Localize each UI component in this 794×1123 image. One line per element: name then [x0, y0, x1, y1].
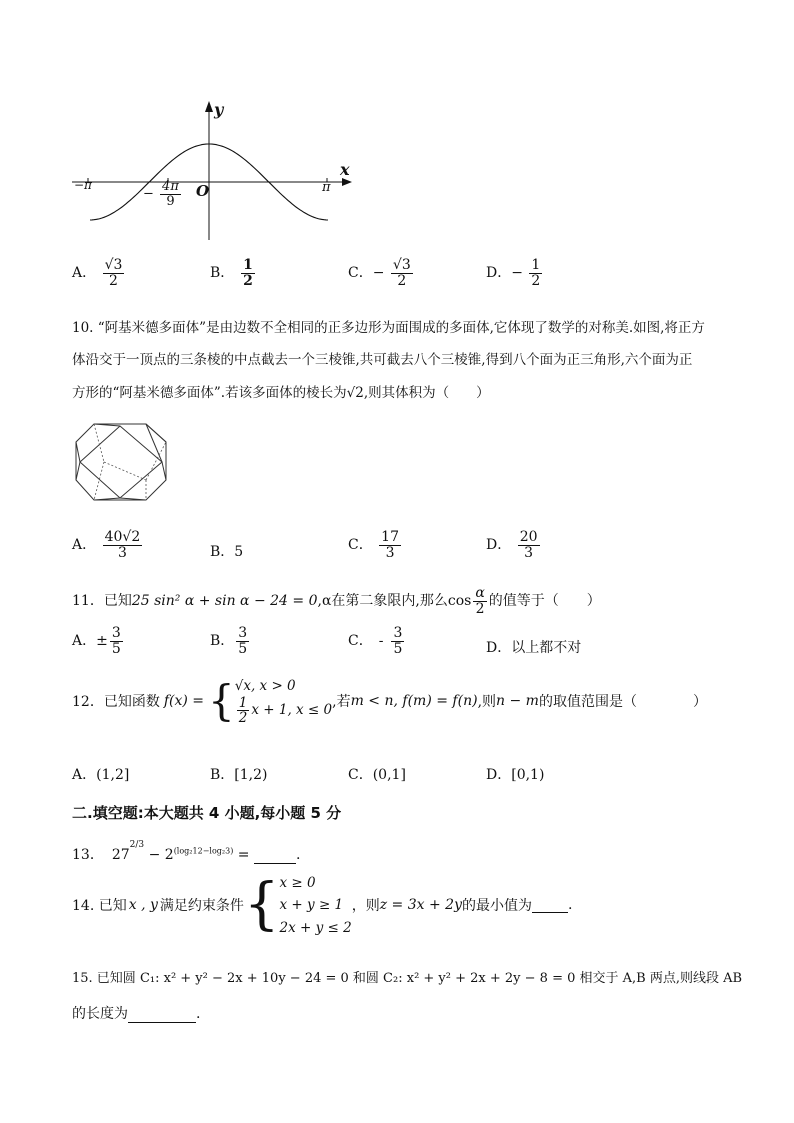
- option-fraction: $\frac{20}{3}$: [519, 529, 538, 561]
- q11-stem: 11．已知25 sin² α + sin α − 24 = 0,α在第二象限内,那么cos $\frac{\alpha}{2}$ 的值等于（ ）: [72, 585, 601, 617]
- q9-option-d[interactable]: D．− $\frac{1}{2}$: [486, 257, 541, 289]
- option-fraction: $\frac{1}{2}$: [531, 257, 541, 289]
- q9-option-a[interactable]: [72, 258, 126, 288]
- option-fraction: $\frac{40√2}{3}$: [104, 529, 141, 561]
- q10-option-b[interactable]: B．5: [210, 544, 244, 560]
- q10-line-1: 10. “阿基米德多面体”是由边数不全相同的正多边形为面围成的多面体,它体现了数学的对称美.如图,将正方: [72, 320, 705, 336]
- origin-label: O: [196, 182, 210, 200]
- option-letter: A．: [72, 265, 97, 282]
- sine-graph: [70, 98, 360, 248]
- option-fraction: $\frac{√3}{2}$: [392, 257, 411, 289]
- option-fraction: $\frac{√3}{2}$: [104, 257, 123, 289]
- section-heading: 二.填空题:本大题共 4 小题,每小题 5 分: [72, 804, 342, 822]
- option-letter: B．: [210, 265, 235, 282]
- y-axis-label: y: [214, 100, 224, 119]
- constraint-system: x ≥ 0 x + y ≥ 1 2x + y ≤ 2: [279, 875, 352, 936]
- tick-fraction: [160, 180, 181, 208]
- answer-blank[interactable]: [254, 849, 296, 864]
- brace-icon: {: [208, 675, 235, 725]
- q13-stem: 13． $27^{2/3} - 2^{(log_212-log_23)}$ = .: [72, 840, 301, 863]
- tick-label-neg-4pi-9: [143, 180, 183, 208]
- tick-den: 9: [166, 193, 175, 209]
- q15-line-1: 15. 已知圆 C₁: x² + y² − 2x + 10y − 24 = 0 和圆 C₂: x² + y² + 2x + 2y − 8 = 0 相交于 A,B 两点,则线段 AB: [72, 971, 743, 986]
- polyhedron-outline: [76, 424, 166, 500]
- q10-line-2: 体沿交于一顶点的三条棱的中点截去一个三棱锥,共可截去八个三棱锥,得到八个面为正三角形,六个面为正: [72, 352, 693, 368]
- front-square-face: [80, 426, 162, 498]
- q12-stem: 12．已知函数 f(x) = { √x, x > 0 $\frac{1}{2}$ x + 1, x ≤ 0 ,若 m < n , f(m) = f(n) ,则 n − m 的取值范围是（ ）: [72, 675, 707, 727]
- q12-option-a[interactable]: A．(1,2]: [72, 767, 130, 783]
- alpha-half-fraction: $\frac{\alpha}{2}$: [475, 585, 485, 617]
- q10-option-c[interactable]: C． $\frac{17}{3}$: [348, 529, 399, 561]
- option-letter: D．: [486, 265, 512, 282]
- q11-option-a[interactable]: A．± $\frac{3}{5}$: [72, 625, 121, 657]
- answer-blank[interactable]: [128, 1008, 196, 1023]
- q11-option-d[interactable]: D．以上都不对: [486, 640, 582, 656]
- q12-option-c[interactable]: C．(0,1]: [348, 767, 406, 783]
- option-fraction: $\frac{1}{2}$: [243, 257, 253, 289]
- option-letter: C．: [348, 265, 373, 282]
- pi-label: π: [322, 180, 331, 195]
- fx: f(x) =: [163, 692, 205, 709]
- neg-pi-label: −π: [74, 178, 92, 192]
- q9-option-c[interactable]: C．− $\frac{√3}{2}$: [348, 257, 411, 289]
- brace-icon: {: [243, 872, 280, 938]
- x-axis-label: x: [340, 160, 350, 179]
- q11-option-c[interactable]: C． - $\frac{3}{5}$: [348, 625, 403, 657]
- answer-blank[interactable]: [532, 898, 568, 913]
- q12-option-d[interactable]: D．[0,1): [486, 767, 545, 783]
- q15-line-2: 的长度为 .: [72, 1006, 201, 1022]
- q10-option-d[interactable]: D． $\frac{20}{3}$: [486, 529, 538, 561]
- q12-option-b[interactable]: B．[1,2): [210, 767, 268, 783]
- q9-option-b[interactable]: [210, 258, 257, 288]
- q14-stem: 14. 已知 x , y 满足约束条件 { x ≥ 0 x + y ≥ 1 2x + y ≤ 2 ，则 z = 3x + 2y 的最小值为 .: [72, 872, 573, 938]
- q11-equation: 25 sin² α + sin α − 24 = 0: [131, 593, 318, 610]
- polyhedron-figure: [74, 420, 174, 504]
- tick-num: 4π: [162, 179, 179, 194]
- tick-sign: −: [143, 186, 154, 202]
- y-axis-arrow-icon: [205, 101, 213, 112]
- q10-line-3: 方形的“阿基米德多面体”.若该多面体的棱长为√2,则其体积为（ ）: [72, 385, 490, 401]
- root-two: √2: [346, 385, 364, 401]
- piecewise-cases: √x, x > 0 $\frac{1}{2}$ x + 1, x ≤ 0: [234, 678, 333, 727]
- x-axis-arrow-icon: [342, 178, 352, 186]
- option-fraction: $\frac{17}{3}$: [381, 529, 399, 561]
- q11-option-b[interactable]: B． $\frac{3}{5}$: [210, 625, 248, 657]
- q10-option-a[interactable]: A． $\frac{40√2}{3}$: [72, 529, 141, 561]
